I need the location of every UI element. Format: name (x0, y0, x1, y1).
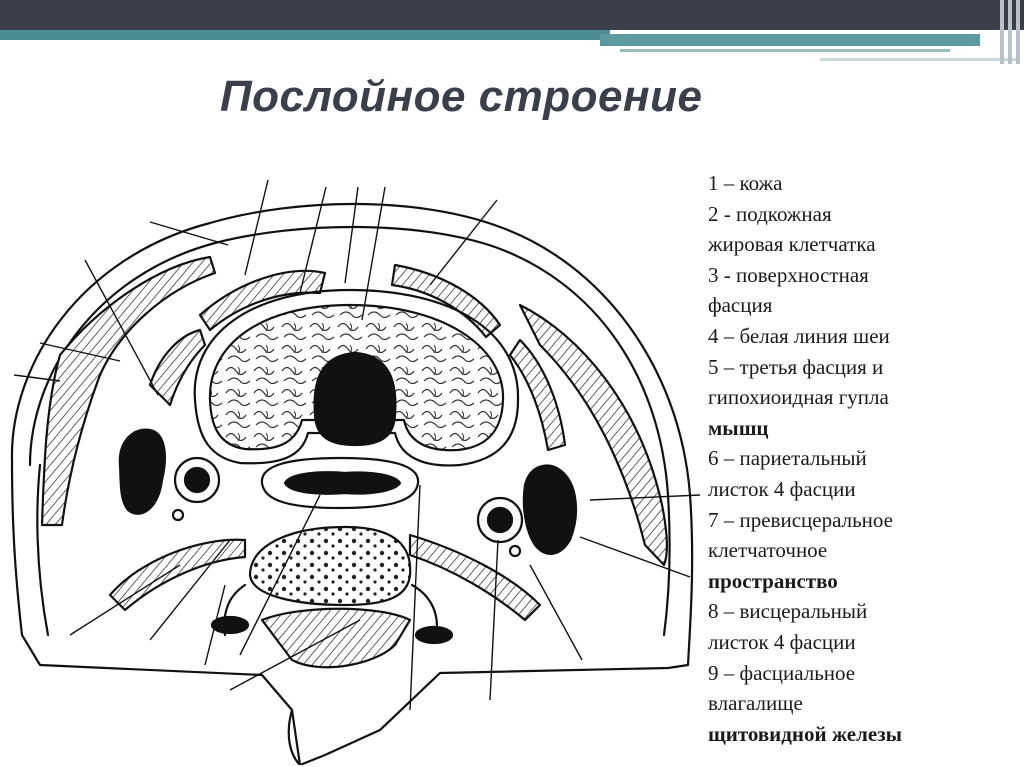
left-strap-muscle-lower (150, 330, 205, 405)
legend-line: листок 4 фасции (708, 629, 856, 654)
legend-line: 5 – третья фасция и (708, 354, 884, 379)
trachea (315, 353, 396, 445)
corner-bar (1000, 0, 1004, 64)
legend-line: 3 - поверхностная (708, 262, 869, 287)
legend-line: клетчаточное (708, 538, 828, 563)
corner-bar (1016, 0, 1020, 64)
vertebral-arch (262, 609, 410, 667)
legend-line: 9 – фасциальное (708, 660, 856, 685)
legend-line: 8 – висцеральный (708, 599, 868, 624)
legend-line: 7 – превисцеральное (708, 507, 893, 532)
legend-line: влагалище (708, 691, 803, 716)
legend-line: 4 – белая линия шеи (708, 323, 890, 348)
left-internal-jugular-vein (120, 430, 165, 514)
neck-cross-section-diagram (0, 165, 700, 765)
vertebral-body (250, 527, 410, 605)
header-dark-band (0, 0, 1024, 30)
header-accent-line-light (820, 58, 1020, 61)
slide-title: Послойное строение (220, 72, 703, 121)
right-internal-jugular-vein (524, 465, 576, 553)
legend-line: 1 – кожа (708, 171, 783, 195)
legend-line: фасция (708, 293, 773, 318)
header-decoration (0, 0, 1024, 40)
legend-line: щитовидной железы (708, 721, 903, 746)
corner-bar (1008, 0, 1012, 64)
legend-line: пространство (708, 568, 838, 593)
legend-line: гипохиоидная гупла (708, 385, 889, 410)
legend-line: листок 4 фасции (708, 476, 856, 501)
right-prevertebral-muscle (410, 535, 540, 620)
legend-line: жировая клетчатка (708, 232, 876, 257)
legend-line: мышц (708, 415, 769, 440)
legend-line: 6 – париетальный (708, 446, 867, 471)
header-accent-line (620, 49, 950, 52)
header-teal-band-right (600, 34, 980, 46)
layer-legend (708, 168, 1018, 749)
header-teal-band (0, 30, 610, 40)
left-prevertebral-muscle (110, 540, 245, 610)
legend-line: 2 - подкожная (708, 201, 832, 226)
